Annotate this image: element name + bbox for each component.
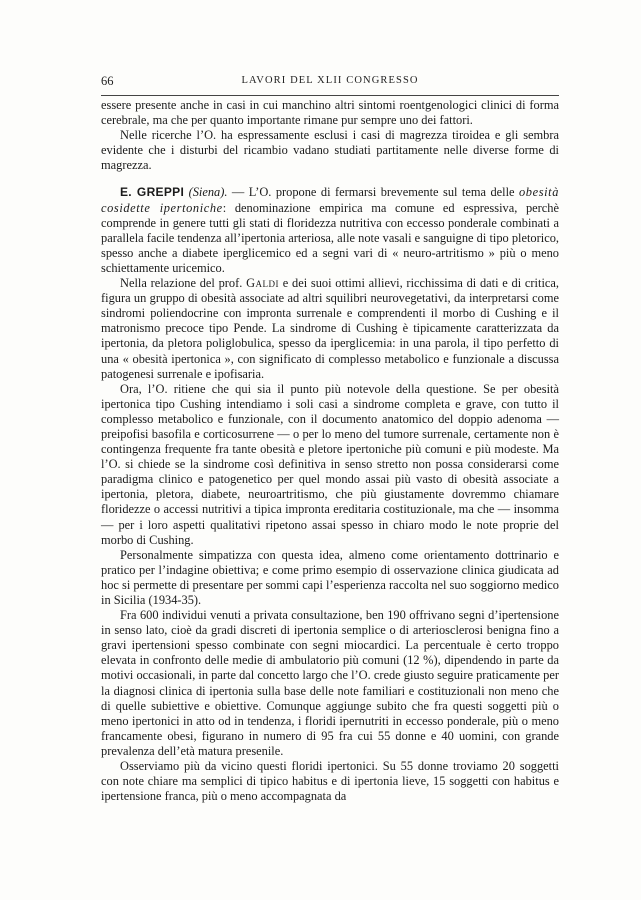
paragraph-galdi-report xyxy=(101,276,559,382)
intro-text-b: : denominazione empirica ma comune ed espressiva, perchè comprende in genere tutti gli stati di floridezza nutritiva con eccesso ponderale combinati a parallela facile tendenza all’ipertonia arteriosa, alle note vasali e sanguigne di tipo pletorico, spesso anche a diabete iperglicemico ed a segni vari di « neuro-artritismo » più o meno schiettamente uricemico. xyxy=(101,200,559,275)
page-number: 66 xyxy=(101,74,114,88)
galdi-text-a: Nella relazione del prof. xyxy=(120,276,247,291)
galdi-text-b: e dei suoi ottimi allievi, ricchissima di dati e di critica, figura un gruppo di obesità associate ad altri squilibri neurovegetativi, da interpretarsi come sindromi poliendocrine con impronta surrenale e comprendenti il morbo di Cushing e il matronismo precoce tipo Pende. La sindrome di Cushing è tipicamente caratterizzata da ipertonia, da pletora poliglobulica, spesso da iperglicemia: in una parola, il tipo perfetto di una « obesità ipertonica », con significato di complesso metabolico e funzionale a discussa patogenesi surrenale e ipofisaria. xyxy=(101,276,559,381)
intro-text-a: — L’O. propone di fermarsi brevemente sul tema delle xyxy=(227,185,519,200)
paragraph-florid-hypertonics: Osserviamo più da vicino questi floridi ipertonici. Su 55 donne troviamo 20 soggetti con note chiare ma semplici di tipico habitus e di ipertonia lieve, 15 soggetti con habitus e ipertensione franca, più o meno accompagnata da xyxy=(101,759,559,804)
page-header xyxy=(101,74,559,90)
body-text xyxy=(101,98,559,804)
paragraph-thyroid-cases: Nelle ricerche l’O. ha espressamente esclusi i casi di magrezza tiroidea e gli sembra evidente che i disturbi del ricambio vadano studiati partitamente nelle diverse forme di magrezza. xyxy=(101,128,559,173)
cited-name: Galdi xyxy=(246,276,280,291)
paragraph-statistics: Fra 600 individui venuti a privata consultazione, ben 190 offrivano segni d’ipertensione in senso lato, cioè da gradi discreti di ipertonia semplice o di arteriosclerosi benigna fino a gravi ipertensioni spesso combinate con segni miocardici. La percentuale è certo troppo elevata in confronto delle medie di ambulatorio più comuni (12 %), dipendendo in parte da motivi occasionali, in parte dal concetto largo che l’O. crede giusto seguire praticamente per la diagnosi clinica di ipertonia sulla base delle note familiari e costituzionali non meno che di quelle subiettive e obiettive. Comunque aggiunge subito che fra questi soggetti più o meno ipertonici in atto od in tendenza, i floridi ipernutriti in eccesso ponderale, più o meno francamente obesi, figurano in numero di 95 fra cui 55 donne e 40 uomini, con grande prevalenza dell’età matura presenile. xyxy=(101,608,559,758)
paragraph-cushing-question: Ora, l’O. ritiene che qui sia il punto più notevole della questione. Se per obesità ipertonica tipo Cushing intendiamo i soli casi a sindrome completa e grave, con tutto il complesso metabolico e funzionale, con il documento anatomico del doppio adenoma — preipofisi basofila e corticosurrene — o per lo meno del tumore surrenale, certamente non è contingenza frequente fra tante obesità e pletore ipertoniche più comuni e più modeste. Ma l’O. si chiede se la sindrome così definitiva in senso stretto non possa considerarsi come paradigma clinico e patogenetico per quel mondo assai più vasto di obesità associate a ipertonia, pletora, diabete, neuroartritismo, che più giustamente dovremmo chiamare floridezze o accessi nutritivi a tipica impronta ereditaria costituzionale, ma che — insomma — per i loro aspetti qualitativi ripetono assai spesso in chiaro modo le note proprie del morbo di Cushing. xyxy=(101,381,559,547)
paragraph-sicily-experience: Personalmente simpatizza con questa idea, almeno come orientamento dottrinario e pratico per l’indagine obiettiva; e come primo esempio di osservazione clinica giudicata ad hoc si permette di presentare per sommi capi l’esperienza raccolta nel suo soggiorno medico in Sicilia (1934-35). xyxy=(101,547,559,607)
topic-term: obesità cosidette ipertoniche xyxy=(101,185,559,215)
header-rule xyxy=(101,95,559,96)
author-city: (Siena). xyxy=(188,185,228,200)
paragraph-continuation: essere presente anche in casi in cui manchino altri sintomi roentgenologici clinici di forma cerebrale, ma che per quanto importante rimane pur sempre uno dei fattori. xyxy=(101,98,559,128)
author-name: E. GREPPI xyxy=(120,185,185,200)
running-title: LAVORI DEL XLII CONGRESSO xyxy=(241,75,419,86)
paragraph-greppi-intro xyxy=(101,185,559,276)
